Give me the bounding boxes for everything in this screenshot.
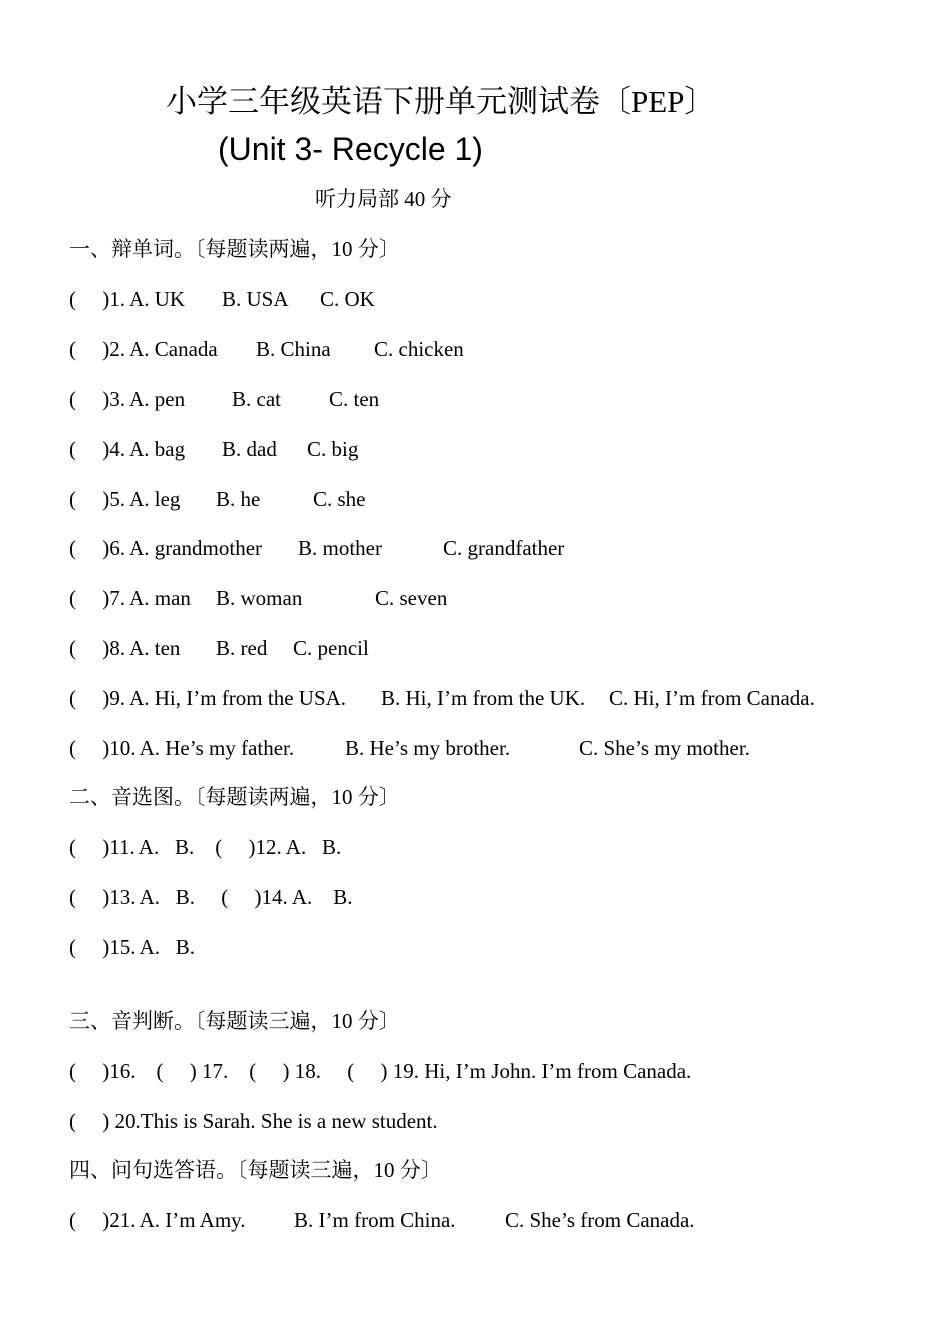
question-13-14: ( )13. A. B. ( )14. A. B. [69,885,353,909]
section2-heading: 二、音选图。〔每题读两遍，10 分〕 [69,785,400,809]
section1-heading: 一、辩单词。〔每题读两遍，10 分〕 [69,237,400,261]
section3-heading: 三、音判断。〔每题读三遍，10 分〕 [69,1009,400,1033]
question-16-19: ( )16. ( ) 17. ( ) 18. ( ) 19. Hi, I’m John. I’m from Canada. [69,1059,692,1083]
question-11-12: ( )11. A. B. ( )12. A. B. [69,835,342,859]
question-15: ( )15. A. B. [69,935,195,959]
question-20: ( ) 20.This is Sarah. She is a new student. [69,1109,438,1133]
exam-subtitle: (Unit 3- Recycle 1) [218,131,483,167]
exam-title: 小学三年级英语下册单元测试卷〔PEP〕 [166,84,716,119]
section4-heading: 四、问句选答语。〔每题读三遍，10 分〕 [69,1158,442,1182]
listening-label: 听力局部 40 分 [315,187,452,211]
